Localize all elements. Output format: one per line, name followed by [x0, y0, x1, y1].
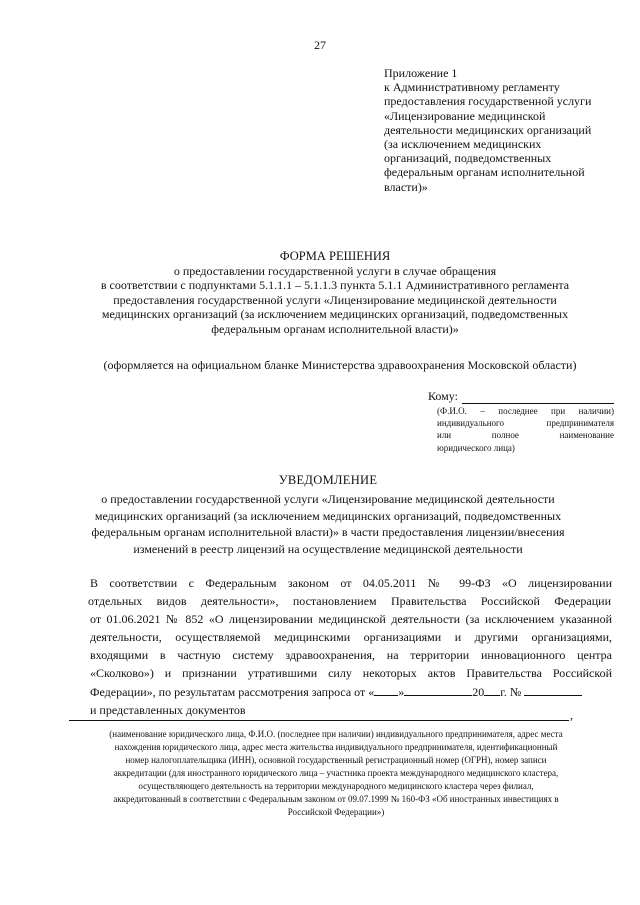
appendix-header — [384, 66, 620, 194]
form-subtitle-line: о предоставлении государственной услуги в случае обращения — [173, 263, 497, 278]
footnote-line: номер налогоплательщика (ИНН), основной государственный регистрационный номер (ОГРН), номер записи — [125, 755, 547, 765]
body-line-request — [90, 683, 612, 701]
applicant-footnote — [60, 728, 612, 819]
form-subtitle-line: в соответствии с подпунктами 5.1.1.1 – 5.1.1.3 пункта 5.1.1 Административного регламента — [100, 278, 570, 293]
body-paragraph — [90, 574, 612, 719]
applicant-name-line[interactable] — [69, 720, 569, 721]
request-prefix: Федерации», по результатам рассмотрения запроса от « — [90, 684, 375, 699]
request-day-field[interactable] — [374, 685, 398, 696]
body-line: «Сколково») и признании утратившими силу некоторых актов Правительства Российской — [90, 666, 612, 681]
appendix-line: предоставления государственной услуги — [384, 94, 592, 109]
form-heading — [70, 249, 600, 337]
form-subtitle-line: медицинских организаций (за исключением медицинских организаций, подведомственных — [101, 307, 569, 322]
footnote-line: Российской Федерации») — [287, 807, 385, 817]
recipient-note — [428, 405, 614, 454]
body-line-text: отдельных видов деятельности», постановлением Правительства Российской Федерации — [88, 594, 611, 609]
recipient-note-line: или полное наименование — [437, 430, 614, 441]
footnote-line: аккредитованный в соответствии с Федеральным законом от 09.07.1999 № 160-ФЗ «Об иностранных инвестициях в — [113, 794, 559, 804]
appendix-line: власти)» — [384, 179, 428, 194]
recipient-note-line: индивидуального предпринимателя — [437, 418, 614, 429]
body-line: от 01.06.2021 № 852 «О лицензировании медицинской деятельности (за исключением указанной — [90, 612, 612, 627]
body-line: В соответствии с Федеральным законом от 04.05.2011 № 99-ФЗ «О лицензировании — [90, 576, 612, 590]
page-number: 27 — [314, 38, 326, 52]
request-number-label: г. № — [500, 684, 522, 699]
notice-subtitle-line: изменений в реестр лицензий на осуществление медицинской деятельности — [133, 542, 523, 557]
appendix-line: «Лицензирование медицинской — [384, 108, 546, 123]
body-line: деятельности, осуществляемой медицинскими организациями и другими организациями, — [90, 630, 612, 645]
appendix-line: организаций, подведомственных — [384, 151, 552, 166]
appendix-line: (за исключением медицинских — [384, 137, 542, 152]
body-line: и представленных документов — [90, 702, 246, 717]
appendix-line: Приложение 1 — [384, 66, 458, 80]
request-month-field[interactable] — [404, 685, 472, 696]
footnote-line: аккредитации (для иностранного юридического лица – участника проекта международного медицинского кластера, — [113, 768, 559, 778]
request-year-field[interactable] — [484, 685, 500, 696]
recipient-input-line[interactable] — [462, 391, 614, 404]
body-line: входящими в частную систему здравоохранения, на территории инновационного центра — [90, 648, 612, 663]
blank-note: (оформляется на официальном бланке Министерства здравоохранения Московской области) — [103, 358, 577, 372]
footnote-line: нахождения юридического лица, адрес места жительства индивидуального предпринимателя, идентификационный — [114, 742, 558, 752]
recipient-note-line: (Ф.И.О. – последнее при наличии) — [437, 406, 614, 416]
body-line — [88, 592, 611, 610]
appendix-line: федеральным органам исполнительной — [384, 165, 585, 180]
notice-subtitle-line: федеральным органам исполнительной власти)» в части предоставления лицензии/внесения — [91, 525, 565, 540]
recipient-line — [428, 389, 614, 404]
request-quote-close: » — [398, 684, 405, 699]
recipient-label: Кому: — [428, 389, 458, 403]
form-title: ФОРМА РЕШЕНИЯ — [279, 249, 391, 263]
request-number-field[interactable] — [524, 685, 582, 696]
recipient-block — [428, 389, 614, 454]
notice-heading — [78, 472, 578, 558]
appendix-line: к Административному регламенту — [384, 80, 560, 95]
notice-subtitle-line: медицинских организаций (за исключением медицинских организаций, подведомственных — [94, 508, 562, 523]
notice-subtitle-line: о предоставлении государственной услуги «Лицензирование медицинской деятельности — [101, 491, 555, 506]
footnote-line: осуществляющего деятельность на территории международного медицинского кластера через филиал, — [138, 781, 534, 791]
form-subtitle-line: предоставления государственной услуги «Лицензирование медицинской деятельности — [113, 292, 557, 307]
form-subtitle-line: федеральным органам исполнительной власти)» — [211, 321, 459, 336]
request-year-prefix: 20 — [472, 684, 485, 699]
notice-title: УВЕДОМЛЕНИЕ — [278, 473, 378, 487]
appendix-line: деятельности медицинских организаций — [384, 122, 592, 137]
footnote-line: (наименование юридического лица, Ф.И.О. (последнее при наличии) индивидуального предпринимателя, адрес места — [109, 729, 563, 739]
applicant-line-comma: , — [570, 708, 573, 722]
recipient-note-line: юридического лица) — [437, 442, 515, 453]
